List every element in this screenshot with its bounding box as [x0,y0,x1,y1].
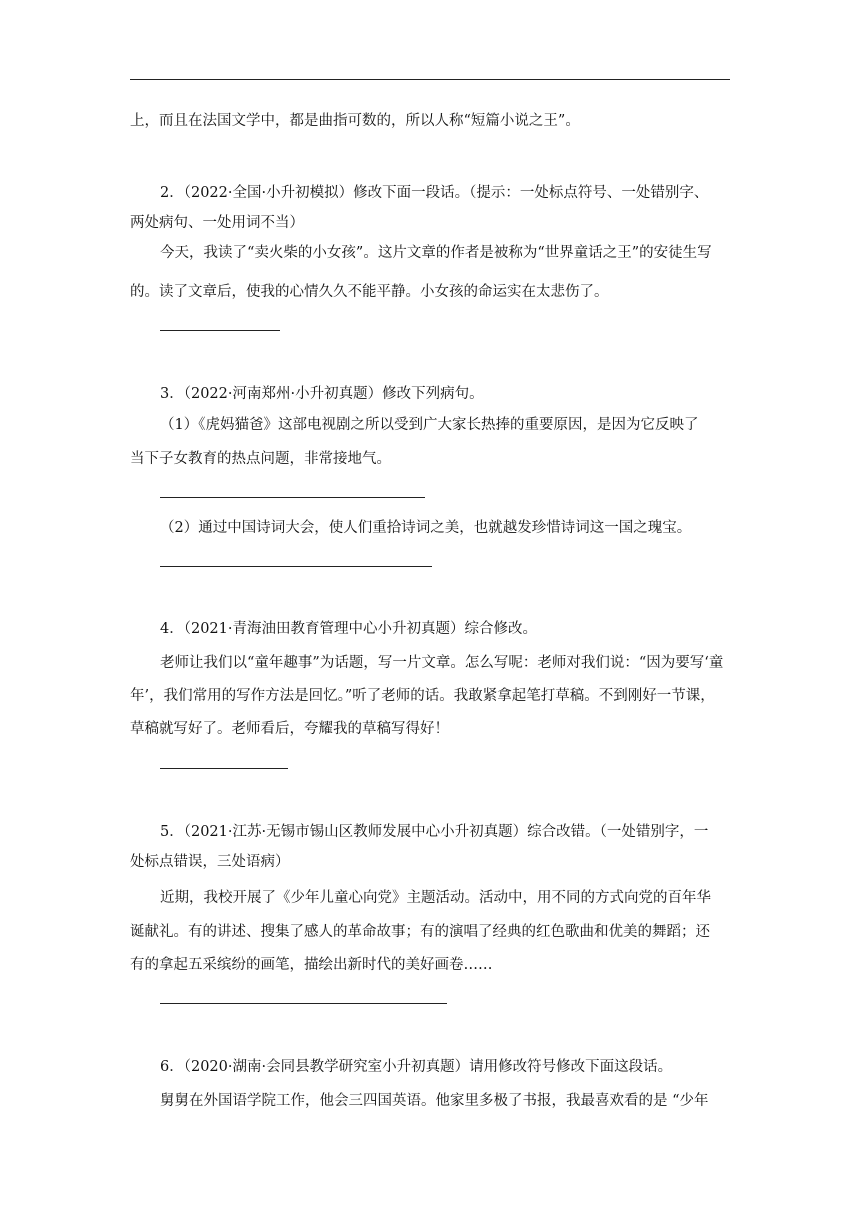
question-2-passage: 今天，我读了“卖火柴的小女孩”。这片文章的作者是被称为“世界童话之王”的安徒生写 [160,245,712,261]
question-4-prompt: 4．（2021·青海油田教育管理中心小升初真题）综合修改。 [160,621,537,637]
question-5-passage-cont-2: 有的拿起五采缤纷的画笔，描绘出新时代的美好画卷…… [130,957,493,973]
header-rule [130,79,730,80]
question-3-prompt: 3．（2022·河南郑州·小升初真题）修改下列病句。 [160,386,484,402]
question-6-passage: 舅舅在外国语学院工作，他会三四国英语。他家里多极了书报，我最喜欢看的是 “少年 [160,1093,709,1109]
question-2-prompt: 2．（2022·全国·小升初模拟）修改下面一段话。（提示：一处标点符号、一处错别字、 [160,185,709,201]
paragraph-continuation: 上，而且在法国文学中，都是曲指可数的，所以人称“短篇小说之王”。 [130,113,580,129]
question-4-passage-cont-2: 草稿就写好了。老师看后，夸耀我的草稿写得好！ [130,721,449,737]
question-4-passage: 老师让我们以“童年趣事”为话题，写一片文章。怎么写呢：老师对我们说：“因为要写‘童 [160,655,724,671]
question-5-prompt-cont: 处标点错误，三处语病） [130,854,290,870]
question-6-prompt: 6．（2020·湖南·会同县教学研究室小升初真题）请用修改符号修改下面这段话。 [160,1059,673,1075]
question-5-passage: 近期，我校开展了《少年儿童心向党》主题活动。活动中，用不同的方式向党的百年华 [160,890,711,906]
answer-line-q3-1[interactable] [160,497,425,498]
answer-line-q5[interactable] [160,1003,447,1004]
answer-line-q4[interactable] [160,768,288,769]
question-5-passage-cont-1: 诞献礼。有的讲述、搜集了感人的革命故事；有的演唱了经典的红色歌曲和优美的舞蹈；还 [130,924,710,940]
question-2-passage-cont: 的。读了文章后，使我的心情久久不能平静。小女孩的命运实在太悲伤了。 [130,284,609,300]
question-2-prompt-cont: 两处病句、一处用词不当） [130,215,304,231]
question-4-passage-cont-1: 年’，我们常用的写作方法是回忆。”听了老师的话。我敢紧拿起笔打草稿。不到刚好一节课， [130,688,715,704]
answer-line-q3-2[interactable] [160,566,432,567]
question-5-prompt: 5．（2021·江苏·无锡市锡山区教师发展中心小升初真题）综合改错。（一处错别字，一 [160,824,709,840]
question-3-item-1-cont: 当下子女教育的热点问题，非常接地气。 [130,451,391,467]
question-3-item-2: （2）通过中国诗词大会，使人们重拾诗词之美，也就越发珍惜诗词这一国之瑰宝。 [160,520,692,536]
question-3-item-1: （1）《虎妈猫爸》这部电视剧之所以受到广大家长热捧的重要原因，是因为它反映了 [160,417,699,433]
answer-line-q2[interactable] [160,330,280,331]
